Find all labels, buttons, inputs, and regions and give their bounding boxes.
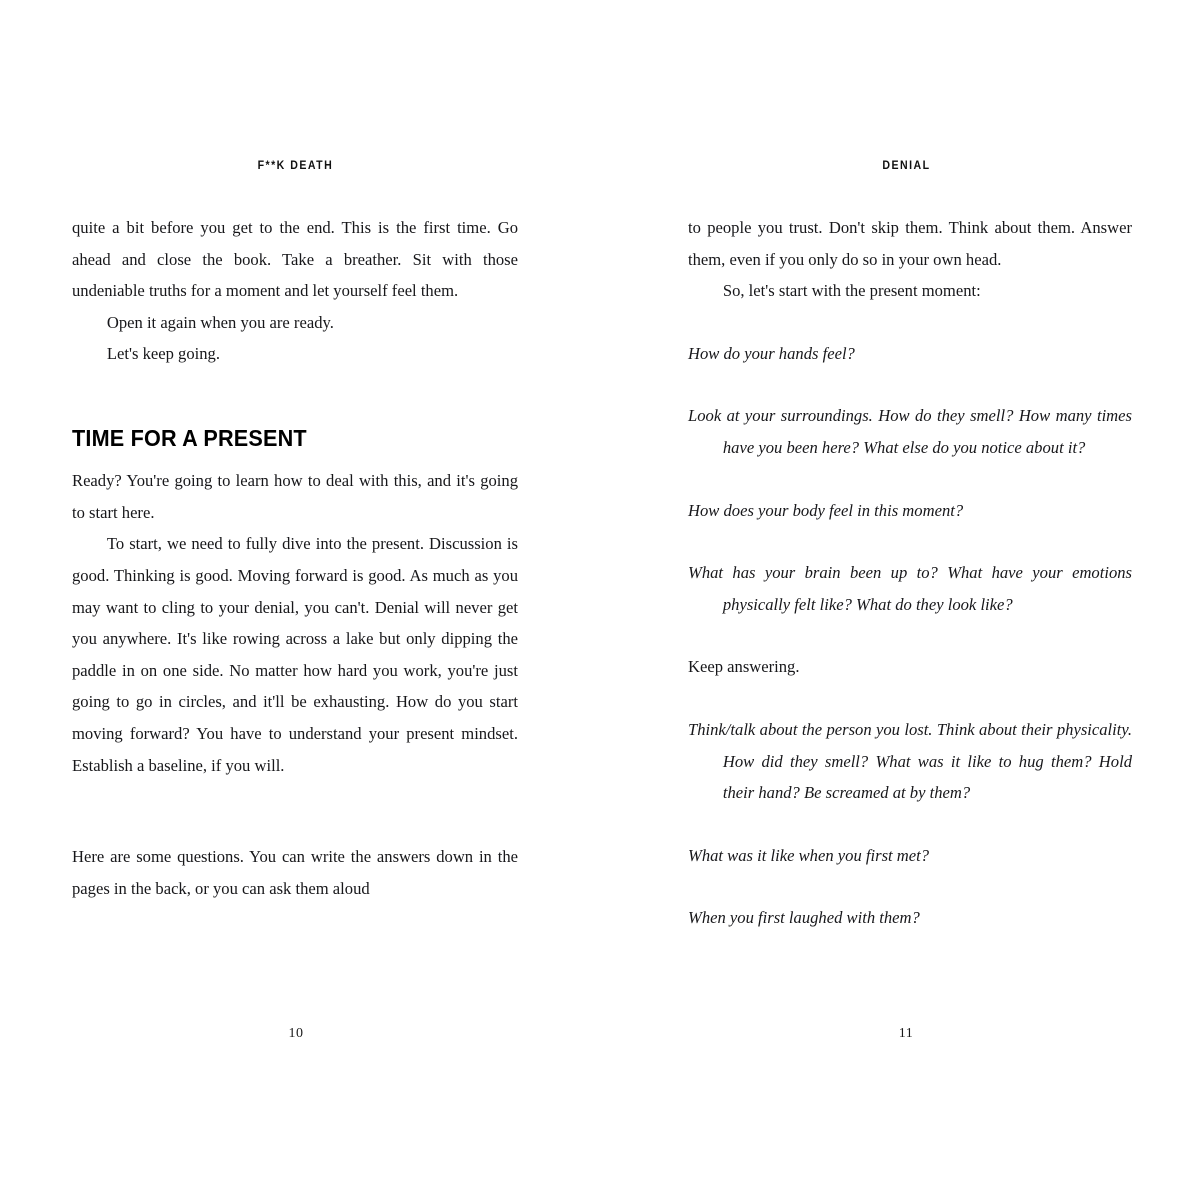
right-page-textblock xyxy=(688,212,1132,965)
paragraph-ready: Ready? You're going to learn how to deal with this, and it's going to start here. xyxy=(72,471,518,522)
page-number-right: 11 xyxy=(898,1026,914,1041)
right-page xyxy=(600,0,1200,1200)
question-item: How do your hands feel? xyxy=(688,343,855,363)
spacer-after-heading xyxy=(72,451,518,465)
spacer-before-heading xyxy=(72,370,518,426)
paragraph-keep-going: Let's keep going. xyxy=(106,344,220,364)
question-item: Look at your surroundings. How do they smell? How many times have you been here? What else do you notice about it? xyxy=(688,406,1132,457)
running-head-left: F**K DEATH xyxy=(257,160,334,172)
paragraph-so-lets-start: So, let's start with the present moment: xyxy=(722,281,981,301)
question-item-keep-answering: Keep answering. xyxy=(688,657,800,677)
left-page-textblock xyxy=(72,212,518,904)
spacer-before-question-list xyxy=(688,307,1132,338)
question-item: When you first laughed with them? xyxy=(688,908,920,928)
question-item: How does your body feel in this moment? xyxy=(688,500,964,520)
paragraph-open-again: Open it again when you are ready. xyxy=(106,312,334,332)
question-item: What has your brain been up to? What have your emotions physically felt like? What do they look like? xyxy=(688,563,1132,614)
question-item: What was it like when you first met? xyxy=(688,845,930,865)
page-number-left: 10 xyxy=(288,1026,304,1041)
paragraph-to-people-you-trust: to people you trust. Don't skip them. Think about them. Answer them, even if you only do so in your own head. xyxy=(688,218,1132,269)
paragraph-here-are-some-questions: Here are some questions. You can write the answers down in the pages in the back, or you can ask them aloud xyxy=(72,847,518,898)
spacer-before-questions-intro xyxy=(72,781,518,841)
running-head-right: DENIAL xyxy=(882,160,931,172)
paragraph-to-start: To start, we need to fully dive into the present. Discussion is good. Thinking is good. Moving forward is good. As much as you may want to cling to your denial, you can't. Denial will never get you anywhere. It's like rowing across a lake but only dipping the paddle in on one side. No matter how hard you work, you're just going to go in circles, and it'll be exhausting. How do you start moving forward? You have to understand your present mindset. Establish a baseline, if you will. xyxy=(72,534,518,775)
question-list xyxy=(688,338,1132,934)
question-item: Think/talk about the person you lost. Think about their physicality. How did they smell? What was it like to hug them? Hold their hand? Be screamed at by them? xyxy=(688,719,1132,803)
section-heading-time-for-a-present: TIME FOR A PRESENT xyxy=(72,424,307,451)
paragraph-continuation: quite a bit before you get to the end. This is the first time. Go ahead and close the book. Take a breather. Sit with those undeniable truths for a moment and let yourself feel them. xyxy=(72,218,518,301)
